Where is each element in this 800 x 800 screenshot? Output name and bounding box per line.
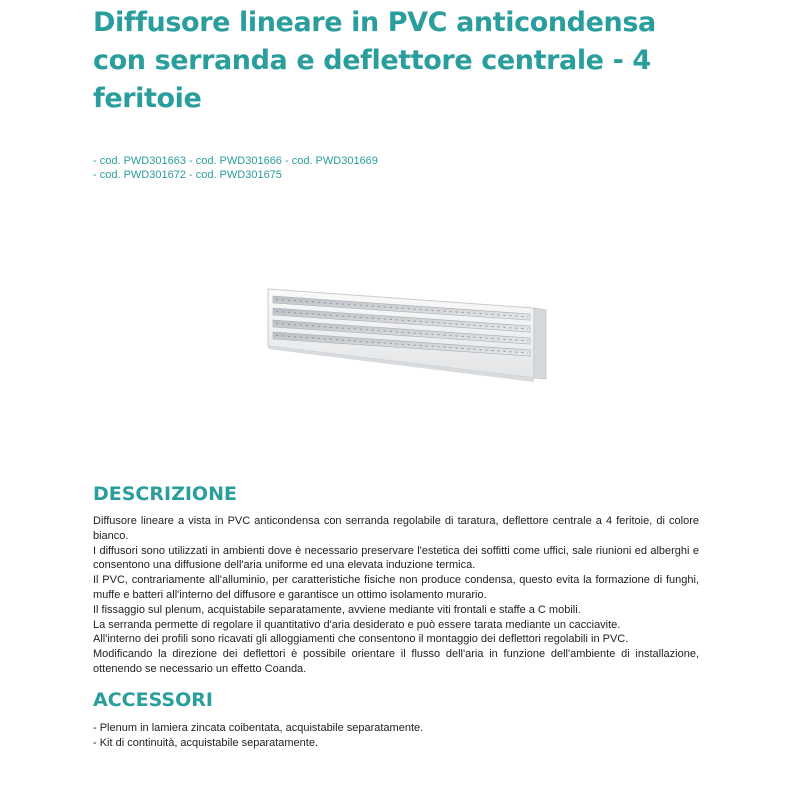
description-paragraph: La serranda permette di regolare il quantitativo d'aria desiderato e può essere tarata mediante un cacciavite.: [93, 618, 621, 631]
description-paragraph: I diffusori sono utilizzati in ambienti dove è necessario preservare l'estetica dei soffitti come uffici, sale riunioni ed alberghi e consentono una diffusione dell'aria uniforme ed una elevata induzione termica.: [93, 544, 699, 572]
product-image: [266, 286, 550, 386]
description-paragraph: Il PVC, contrariamente all'alluminio, per caratteristiche fisiche non produce condensa, questo evita la formazione di funghi, muffe e batteri all'interno del diffusore e garantisce un ottimo isolamento murario.: [93, 574, 699, 601]
page-title: Diffusore lineare in PVC anticondensa con serranda e deflettore centrale - 4 feritoie: [93, 7, 656, 114]
linear-diffuser-icon: [266, 286, 550, 386]
description-paragraph: Il fissaggio sul plenum, acquistabile separatamente, avviene mediante viti frontali e staffe a C mobili.: [93, 603, 581, 616]
accessory-item: - Kit di continuità, acquistabile separatamente.: [93, 736, 319, 749]
description-heading: DESCRIZIONE: [93, 483, 237, 505]
accessory-item: - Plenum in lamiera zincata coibentata, acquistabile separatamente.: [93, 722, 424, 734]
description-paragraph: Diffusore lineare a vista in PVC anticondensa con serranda regolabile di taratura, deflettore centrale a 4 feritoie, di colore bianco.: [93, 515, 699, 542]
description-paragraph: Modificando la direzione dei deflettori è possibile orientare il flusso dell'aria in funzione dell'ambiente di installazione, ottenendo se necessario un effetto Coanda.: [93, 648, 699, 675]
accessories-heading: ACCESSORI: [93, 689, 213, 711]
description-body: [93, 514, 699, 677]
product-codes: [93, 154, 378, 182]
product-codes-line: - cod. PWD301663 - cod. PWD301666 - cod. PWD301669: [93, 155, 378, 167]
description-paragraph: All'interno dei profili sono ricavati gli alloggiamenti che consentono il montaggio dei deflettori regolabili in PVC.: [93, 633, 629, 646]
accessories-list: [93, 721, 423, 750]
product-codes-line: - cod. PWD301672 - cod. PWD301675: [93, 169, 282, 181]
